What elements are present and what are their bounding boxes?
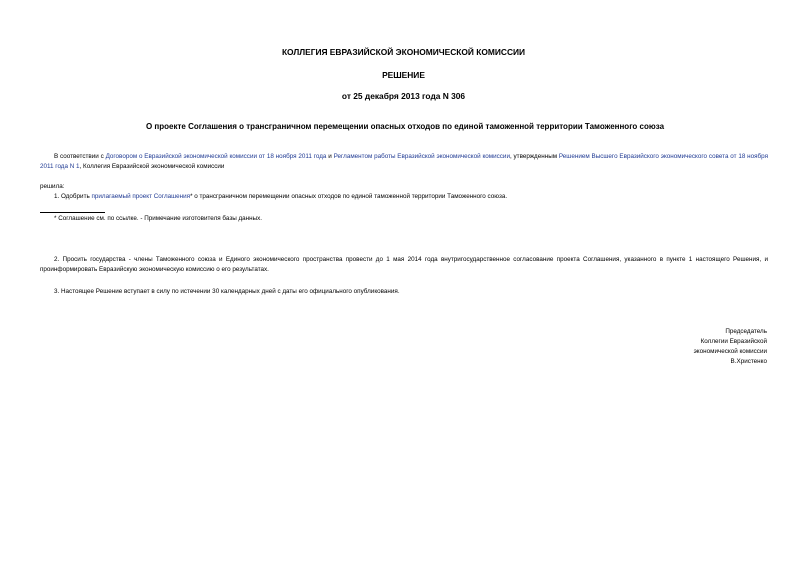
organization-title: КОЛЛЕГИЯ ЕВРАЗИЙСКОЙ ЭКОНОМИЧЕСКОЙ КОМИССИИ	[281, 47, 526, 57]
signature-name: В.Христенко	[730, 358, 767, 365]
footnote: * Соглашение см. по ссылке. - Примечание изготовителя базы данных.	[54, 215, 263, 222]
treaty-link[interactable]: Договором о Евразийской экономической комиссии от 18 ноября 2011 года	[105, 153, 327, 160]
signature-block	[567, 327, 767, 367]
council-decision-link[interactable]: Решением Высшего Евразийского экономического совета от 18 ноября 2011 года N 1	[40, 153, 768, 170]
document-type: РЕШЕНИЕ	[382, 70, 425, 80]
item-1-text-1: 1. Одобрить	[54, 193, 92, 200]
signature-line-1: Председатель	[725, 328, 767, 335]
item-1-paragraph	[40, 192, 768, 202]
item-3-paragraph: 3. Настоящее Решение вступает в силу по истечении 30 календарных дней с даты его официального опубликования.	[54, 288, 400, 295]
document-date: от 25 декабря 2013 года N 306	[341, 91, 466, 101]
regulation-link[interactable]: Регламентом работы Евразийской экономической комиссии	[333, 153, 510, 160]
footnote-divider	[40, 212, 105, 213]
item-1-text-2: * о трансграничном перемещении опасных отходов по единой таможенной территории Таможенного союза.	[190, 193, 508, 200]
preamble-paragraph	[40, 152, 768, 172]
preamble-text-2: и	[326, 153, 334, 160]
signature-line-3: экономической комиссии	[693, 348, 767, 355]
draft-agreement-link[interactable]: прилагаемый проект Соглашения	[91, 193, 191, 200]
decided-label: решила:	[40, 183, 65, 190]
item-2-paragraph: 2. Просить государства - члены Таможенного союза и Единого экономического пространства провести до 1 мая 2014 года внутригосударственное согласование проекта Соглашения, указанного в пункте 1 настоящего Решения, и проинформировать Евразийскую экономическую комиссию о его результатах.	[40, 256, 768, 273]
preamble-text-4: , Коллегия Евразийской экономической комиссии	[79, 163, 225, 170]
signature-line-2: Коллегии Евразийской	[700, 338, 767, 345]
document-subject: О проекте Соглашения о трансграничном перемещении опасных отходов по единой таможенной территории Таможенного союза	[145, 122, 665, 131]
preamble-text-1: В соответствии с	[54, 153, 106, 160]
preamble-text-3: , утвержденным	[509, 153, 559, 160]
